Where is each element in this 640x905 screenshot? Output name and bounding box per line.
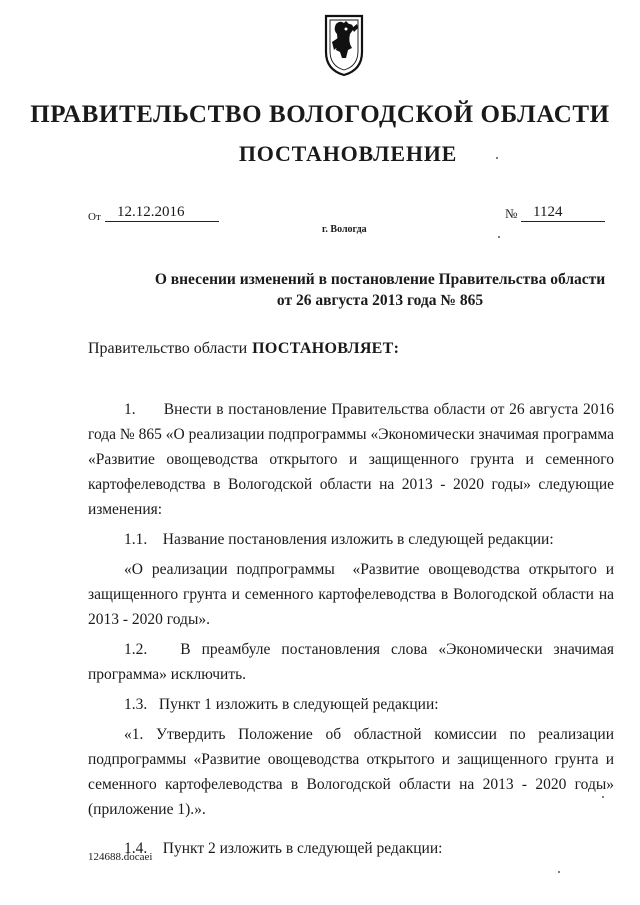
document-date: 12.12.2016	[105, 203, 219, 222]
paragraph-1-1-quote: «О реализации подпрограммы «Развитие овощеводства открытого и защищенного грунта и семенного картофелеводства в Вологодской области на 2013 - 2020 годы».	[88, 561, 614, 628]
paragraph-1-1: 1.1. Название постановления изложить в следующей редакции:	[124, 531, 554, 548]
preamble	[88, 340, 399, 358]
date-prefix: От	[88, 211, 101, 223]
scan-speck	[498, 236, 500, 238]
subject-line-1: О внесении изменений в постановление Правительства области	[154, 271, 606, 288]
coat-of-arms-icon	[322, 12, 366, 78]
preamble-action: ПОСТАНОВЛЯЕТ:	[252, 340, 400, 357]
paragraph-1-3-quote: «1. Утвердить Положение об областной комиссии по реализации подпрограммы «Развитие овощеводства открытого и защищенного грунта и семенного картофелеводства в Вологодской области на 2013 - 2020 годы» (приложение 1).».	[88, 726, 614, 818]
document-subject	[100, 269, 640, 311]
subject-line-2: от 26 августа 2013 года № 865	[276, 292, 484, 309]
scan-speck	[496, 157, 498, 159]
number-prefix: №	[505, 206, 518, 221]
preamble-text: Правительство области	[88, 340, 248, 357]
paragraph-1-2: 1.2. В преамбуле постановления слова «Экономически значимая программа» исключить.	[88, 641, 614, 683]
city-label: г. Вологда	[322, 224, 367, 235]
footer-file-name: 124688.docaei	[88, 851, 153, 863]
document-body	[88, 397, 614, 861]
paragraph-1-4: 1.4. Пункт 2 изложить в следующей редакции:	[124, 840, 443, 857]
paragraph-1: 1. Внести в постановление Правительства области от 26 августа 2016 года № 865 «О реализации подпрограммы «Экономически значимая программа «Развитие овощеводства открытого и защищенного грунта и семенного картофелеводства в Вологодской области на 2013 - 2020 годы» следующие изменения:	[88, 401, 614, 518]
scan-speck	[558, 871, 560, 873]
document-number: 1124	[521, 203, 605, 222]
scan-speck	[602, 796, 604, 798]
government-title: ПРАВИТЕЛЬСТВО ВОЛОГОДСКОЙ ОБЛАСТИ	[30, 101, 610, 128]
document-type: ПОСТАНОВЛЕНИЕ	[238, 141, 458, 166]
paragraph-1-3: 1.3. Пункт 1 изложить в следующей редакции:	[124, 696, 439, 713]
